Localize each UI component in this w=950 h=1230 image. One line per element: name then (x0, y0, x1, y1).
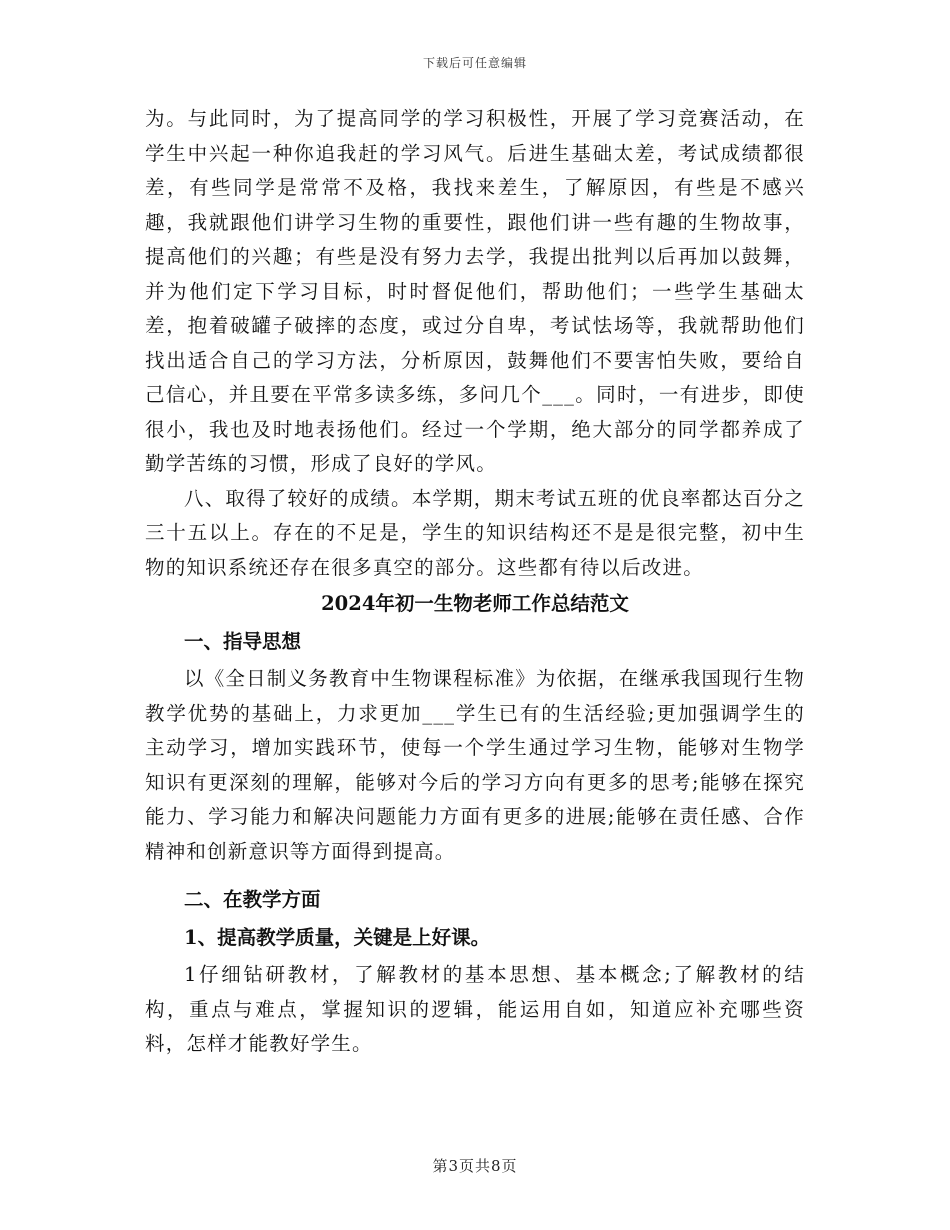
page-number: 第3页共8页 (432, 1157, 518, 1175)
document-body (145, 102, 805, 1062)
paragraph-continued: 为。与此同时，为了提高同学的学习积极性，开展了学习竞赛活动，在学生中兴起一种你追我赶的学习风气。后进生基础太差，考试成绩都很差，有些同学是常常不及格，我找来差生，了解原因，有些是不感兴趣，我就跟他们讲学习生物的重要性，跟他们讲一些有趣的生物故事，提高他们的兴趣；有些是没有努力去学，我提出批判以后再加以鼓舞，并为他们定下学习目标，时时督促他们，帮助他们；一些学生基础太差，抱着破罐子破摔的态度，或过分自卑，考试怯场等，我就帮助他们找出适合自己的学习方法，分析原因，鼓舞他们不要害怕失败，要给自己信心，并且要在平常多读多练，多问几个___。同时，一有进步，即使很小，我也及时地表扬他们。经过一个学期，绝大部分的同学都养成了勤学苦练的习惯，形成了良好的学风。 (145, 107, 805, 475)
page-header: 下载后可任意编辑 (422, 56, 527, 70)
section-heading-guiding-thought: 一、指导思想 (184, 629, 302, 653)
paragraph-guiding-thought: 以《全日制义务教育中生物课程标准》为依据，在继承我国现行生物教学优势的基础上，力求更加___学生已有的生活经验;更加强调学生的主动学习，增加实践环节，使每一个学生通过学习生物，能够对生物学知识有更深刻的理解，能够对今后的学习方向有更多的思考;能够在探究能力、学习能力和解决问题能力方面有更多的进展;能够在责任感、合作精神和创新意识等方面得到提高。 (145, 667, 806, 863)
paragraph-study-materials: 1仔细钻研教材，了解教材的基本思想、基本概念;了解教材的结构，重点与难点，掌握知识的逻辑，能运用自如，知道应补充哪些资料，怎样才能教好学生。 (145, 963, 805, 1055)
paragraph-achievements: 八、取得了较好的成绩。本学期，期末考试五班的优良率都达百分之三十五以上。存在的不足是，学生的知识结构还不是是很完整，初中生物的知识系统还存在很多真空的部分。这些都有待以后改进。 (145, 486, 806, 579)
section-heading-teaching: 二、在教学方面 (184, 888, 321, 911)
document-title: 2024年初一生物老师工作总结范文 (321, 592, 629, 615)
subsection-heading-teaching-quality: 1、提高教学质量，关键是上好课。 (184, 925, 491, 949)
